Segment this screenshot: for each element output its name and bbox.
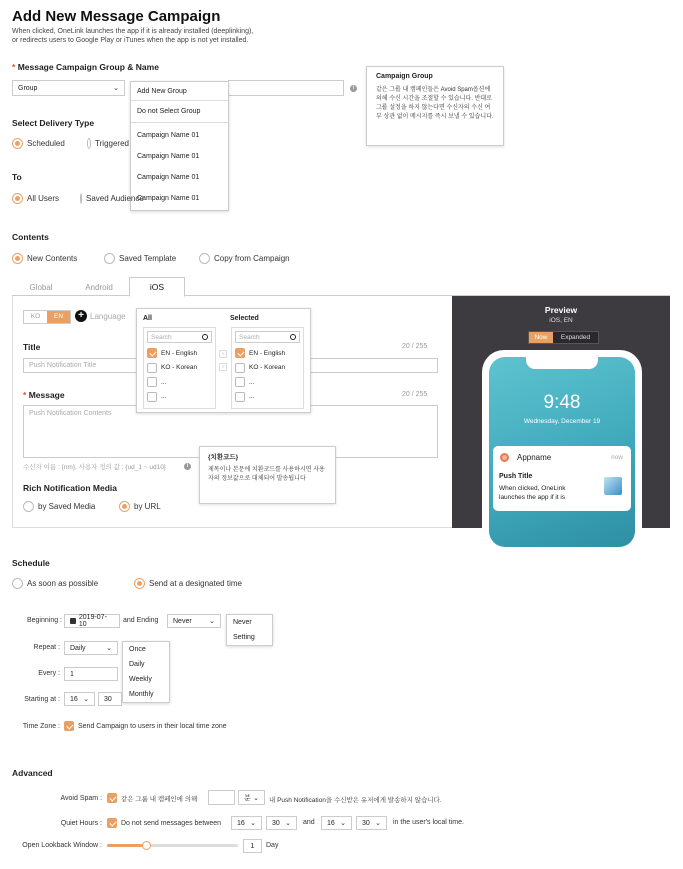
tab-ios[interactable]: iOS — [129, 277, 185, 297]
toggle-now[interactable]: Now — [529, 332, 553, 343]
page-subtitle-2: or redirects users to Google Play or iTunes when the app is not yet installed. — [12, 37, 249, 44]
menu-item-weekly[interactable]: Weekly — [129, 676, 152, 683]
menu-item-daily[interactable]: Daily — [129, 661, 145, 668]
notification-title: Push Title — [499, 473, 533, 480]
radio-scheduled[interactable]: Scheduled — [12, 138, 65, 149]
radio-new-contents[interactable]: New Contents — [12, 253, 77, 264]
timezone-checkbox[interactable]: Send Campaign to users in their local time zone — [64, 721, 227, 731]
language-picker-popup — [136, 308, 311, 413]
avoid-spam-checkbox[interactable]: 같은 그룹 내 캠페인에 의해 — [107, 793, 197, 803]
all-search-input[interactable]: Search — [147, 331, 212, 343]
radio-saved-audience[interactable]: Saved Audience — [80, 193, 129, 204]
move-left-arrow[interactable]: ‹ — [219, 363, 227, 371]
phone-frame — [482, 350, 642, 550]
menu-item-campaign[interactable]: Campaign Name 01 — [137, 195, 200, 202]
avoid-spam-label: Avoid Spam : — [60, 795, 102, 802]
lookback-slider-track[interactable] — [107, 844, 238, 847]
language-item-label: EN - English — [249, 349, 286, 357]
radio-by-url[interactable]: by URL — [119, 501, 161, 512]
checkbox[interactable] — [235, 377, 245, 387]
language-item-label: ... — [161, 393, 167, 401]
campaign-name-input[interactable] — [228, 80, 344, 96]
advanced-label: Advanced — [12, 768, 53, 778]
menu-item-once[interactable]: Once — [129, 646, 146, 653]
notification-time: now — [611, 454, 623, 461]
radio-all-users[interactable]: All Users — [12, 193, 59, 204]
info-icon[interactable]: i — [184, 463, 191, 470]
menu-item-setting[interactable]: Setting — [233, 634, 255, 641]
quiet-hours-checkbox[interactable]: Do not send messages between — [107, 818, 221, 828]
lang-chip-en[interactable]: EN — [47, 311, 70, 323]
repeat-label: Repeat : — [33, 644, 60, 651]
tab-android[interactable]: Android — [85, 283, 113, 292]
tooltip-title: Campaign Group — [376, 73, 433, 80]
schedule-label: Schedule — [12, 558, 50, 568]
beginning-label: Beginning : — [26, 617, 62, 624]
every-label: Every : — [38, 670, 60, 677]
language-item-label: ... — [249, 393, 255, 401]
info-icon[interactable]: i — [350, 85, 357, 92]
substitution-tooltip-title: {치환코드} — [208, 454, 239, 461]
title-char-count: 20 / 255 — [402, 343, 428, 350]
avoid-spam-unit-select[interactable]: 분 ⌄ — [238, 790, 265, 805]
timezone-label: Time Zone : — [22, 723, 60, 730]
quiet-from-minute[interactable]: 30 ⌄ — [266, 816, 297, 830]
language-chips — [23, 310, 71, 324]
page-subtitle-1: When clicked, OneLink launches the app if it is already installed (deeplinking), — [12, 28, 254, 35]
radio-copy-campaign[interactable]: Copy from Campaign — [199, 253, 290, 264]
chevron-down-icon: ⌄ — [285, 820, 291, 827]
quiet-hours-label: Quiet Hours : — [60, 820, 102, 827]
selected-search-input[interactable]: Search — [235, 331, 300, 343]
language-list-item[interactable] — [144, 361, 215, 376]
app-icon — [500, 453, 509, 462]
all-label: All — [143, 315, 152, 322]
page-title: Add New Message Campaign — [12, 8, 221, 25]
language-list-item[interactable] — [144, 390, 215, 405]
language-list-item[interactable] — [144, 346, 215, 361]
delivery-type-label: Select Delivery Type — [12, 118, 95, 128]
chevron-down-icon: ⌄ — [253, 794, 259, 802]
language-list-item[interactable] — [232, 390, 303, 405]
ending-dropdown-menu — [226, 614, 273, 646]
lock-time: 9:48 — [543, 392, 581, 413]
preview-title: Preview — [544, 305, 578, 315]
tab-global[interactable]: Global — [29, 283, 53, 292]
selected-label: Selected — [230, 315, 259, 322]
chevron-down-icon: ⌄ — [113, 85, 119, 92]
start-minute-select[interactable]: 30 — [98, 692, 122, 706]
message-label: * Message — [23, 390, 65, 400]
checkbox[interactable] — [147, 377, 157, 387]
repeat-dropdown-menu — [122, 641, 170, 703]
start-hour-select[interactable]: 16 ⌄ — [64, 692, 95, 706]
to-label: To — [12, 172, 22, 182]
tooltip-body: 같은 그룹 내 캠페인들은 Avoid Spam옵션에 의해 수신 시간을 조절할 수 있습니다. 반대로 그룹 설정을 하지 않는다면 수신자의 수신 여부 상관 없이 메시지를 즉시 보낼 수 있습니다. — [376, 87, 494, 120]
menu-item-add-group[interactable]: Add New Group — [131, 82, 228, 101]
push-notification-card — [493, 446, 631, 511]
group-select[interactable]: Group ⌄ — [12, 80, 125, 96]
notification-app-name: Appname — [517, 453, 552, 462]
toggle-expanded[interactable]: Expanded — [553, 332, 598, 343]
plus-circle-icon: + — [75, 310, 87, 322]
lookback-unit: Day — [266, 842, 279, 849]
group-section-label: * Message Campaign Group & Name — [12, 62, 159, 72]
move-right-arrow[interactable]: › — [219, 350, 227, 358]
checkbox[interactable] — [235, 348, 245, 358]
repeat-select[interactable]: Daily ⌄ — [64, 641, 118, 655]
quiet-suffix: in the user's local time. — [393, 819, 464, 826]
search-icon — [290, 334, 296, 340]
chevron-down-icon: ⌄ — [83, 696, 89, 703]
language-item-label: KO - Korean — [161, 364, 198, 372]
avoid-spam-input[interactable] — [208, 790, 235, 805]
substitution-hint: 수신자 이름 : {nm}, 사용자 정의 값 : {ud_1 ~ ud10} — [23, 464, 166, 471]
radio-triggered[interactable]: Triggered — [87, 138, 129, 149]
message-textarea[interactable]: Push Notification Contents — [23, 405, 438, 458]
notification-body: When clicked, OneLink launches the app if it is — [499, 485, 566, 501]
checkbox[interactable] — [235, 392, 245, 402]
checkbox[interactable] — [147, 348, 157, 358]
language-item-label: ... — [249, 378, 255, 386]
menu-item-monthly[interactable]: Monthly — [129, 691, 154, 698]
radio-asap[interactable]: As soon as possible — [12, 578, 98, 589]
title-label: Title — [23, 342, 41, 352]
quiet-to-hour[interactable]: 16 ⌄ — [321, 816, 352, 830]
language-list-item[interactable] — [232, 375, 303, 390]
checkbox[interactable] — [147, 392, 157, 402]
quiet-and-label: and — [303, 819, 315, 826]
rich-media-label: Rich Notification Media — [23, 483, 117, 493]
starting-at-label: Starting at : — [24, 696, 60, 703]
beginning-date-field[interactable]: 2019-07-10 — [64, 614, 120, 628]
quiet-from-hour[interactable]: 16 ⌄ — [231, 816, 262, 830]
substitution-tooltip-body: 제목이나 본문에 치환코드를 사용하시면 사용자의 정보값으로 대체되어 발송됩니다 — [208, 467, 325, 482]
campaign-group-tooltip — [366, 66, 504, 146]
search-icon — [202, 334, 208, 340]
lookback-input[interactable]: 1 — [243, 839, 262, 853]
lookback-label: Open Lookback Window : — [22, 842, 102, 849]
language-list-item[interactable] — [232, 346, 303, 361]
phone-screen — [489, 357, 635, 547]
and-ending-label: and Ending — [123, 617, 159, 624]
add-language-button[interactable]: + Language — [75, 310, 126, 322]
message-char-count: 20 / 255 — [402, 391, 428, 398]
chevron-down-icon: ⌄ — [106, 645, 112, 652]
checkbox[interactable] — [147, 363, 157, 373]
chevron-down-icon: ⌄ — [340, 820, 346, 827]
preview-locale: iOS, EN — [549, 317, 573, 324]
radio-saved-template[interactable]: Saved Template — [104, 253, 176, 264]
menu-item-campaign[interactable]: Campaign Name 01 — [137, 153, 200, 160]
preview-toggle — [528, 331, 599, 344]
menu-item-never[interactable]: Never — [233, 619, 252, 626]
substitution-tooltip — [199, 446, 336, 504]
all-list-box — [143, 327, 216, 409]
selected-list-box — [231, 327, 304, 409]
checkbox[interactable] — [235, 363, 245, 373]
phone-notch — [526, 357, 598, 369]
group-dropdown-menu — [130, 81, 229, 211]
ending-select[interactable]: Never ⌄ — [167, 614, 221, 628]
notification-image — [604, 477, 622, 495]
lookback-slider-thumb[interactable] — [142, 841, 151, 850]
radio-designated-time[interactable]: Send at a designated time — [134, 578, 242, 589]
every-input[interactable]: 1 — [64, 667, 118, 681]
menu-item-campaign[interactable]: Campaign Name 01 — [137, 174, 200, 181]
lock-date: Wednesday, December 19 — [523, 418, 601, 425]
chevron-down-icon: ⌄ — [250, 820, 256, 827]
title-input[interactable]: Push Notification Title — [23, 358, 438, 373]
calendar-icon — [70, 618, 76, 624]
contents-label: Contents — [12, 232, 49, 242]
language-list-item[interactable] — [144, 375, 215, 390]
preview-panel — [452, 296, 670, 528]
language-item-label: EN - English — [161, 349, 198, 357]
menu-item-no-group[interactable]: Do not Select Group — [131, 101, 228, 123]
avoid-spam-text: 내 Push Notification을 수신받은 유저에게 발송하지 않습니다. — [269, 797, 442, 804]
lang-chip-ko[interactable]: KO — [30, 313, 41, 320]
language-item-label: ... — [161, 378, 167, 386]
chevron-down-icon: ⌄ — [375, 820, 381, 827]
quiet-to-minute[interactable]: 30 ⌄ — [356, 816, 387, 830]
menu-item-campaign[interactable]: Campaign Name 01 — [137, 132, 200, 139]
radio-saved-media[interactable]: by Saved Media — [23, 501, 95, 512]
language-list-item[interactable] — [232, 361, 303, 376]
chevron-down-icon: ⌄ — [209, 618, 215, 625]
lookback-slider-fill — [107, 844, 146, 847]
language-item-label: KO - Korean — [249, 364, 286, 372]
